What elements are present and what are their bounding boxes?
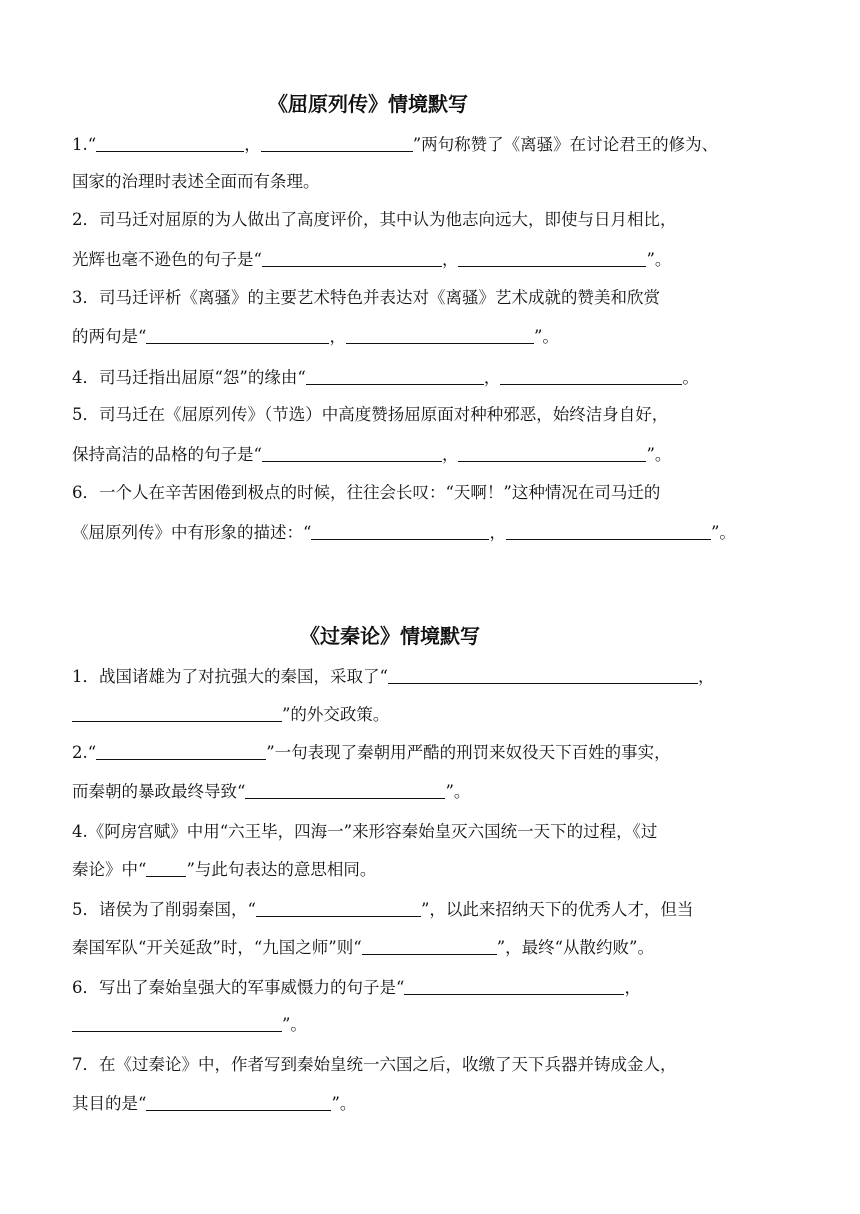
s1-q3-line1: 3．司马迁评析《离骚》的主要艺术特色并表达对《离骚》艺术成就的赞美和欣赏	[72, 288, 660, 307]
answer-blank[interactable]	[262, 252, 442, 267]
s2-q1-line1: 1．战国诸雄为了对抗强大的秦国，采取了“ ，	[72, 667, 715, 686]
answer-blank[interactable]	[96, 137, 244, 152]
answer-blank[interactable]	[256, 902, 421, 917]
s2-q7-line1: 7．在《过秦论》中，作者写到秦始皇统一六国之后，收缴了天下兵器并铸成金人，	[72, 1055, 677, 1074]
answer-blank[interactable]	[72, 707, 282, 722]
s1-q1-line2: 国家的治理时表述全面而有条理。	[72, 172, 320, 191]
s1-q4-line1: 4．司马迁指出屈原“怨”的缘由“ ， 。	[72, 368, 699, 387]
s2-q2-line2: 而秦朝的暴政最终导致“ ”。	[72, 782, 471, 801]
answer-blank[interactable]	[96, 745, 266, 760]
s2-q4-line1: 4.《阿房宫赋》中用“六王毕，四海一”来形容秦始皇灭六国统一天下的过程，《过	[72, 822, 658, 841]
s1-q1-line1: 1.“ ， ”两句称赞了《离骚》在讨论君王的修为、	[72, 135, 719, 154]
s2-q6-line2: ”。	[72, 1015, 307, 1035]
s1-q6-line1: 6．一个人在辛苦困倦到极点的时候，往往会长叹：“天啊！”这种情况在司马迁的	[72, 483, 661, 502]
s1-q2-line1: 2．司马迁对屈原的为人做出了高度评价，其中认为他志向远大，即使与日月相比，	[72, 210, 677, 229]
s1-q6-line2: 《屈原列传》中有形象的描述：“ ， ”。	[72, 523, 736, 542]
answer-blank[interactable]	[262, 447, 442, 462]
s1-q2-line2: 光辉也毫不逊色的句子是“ ， ”。	[72, 250, 672, 269]
answer-blank[interactable]	[458, 447, 646, 462]
s2-q5-line1: 5．诸侯为了削弱秦国，“ ”，以此来招纳天下的优秀人才，但当	[72, 900, 694, 919]
s2-q7-line2: 其目的是“ ”。	[72, 1094, 357, 1113]
answer-blank[interactable]	[72, 1017, 282, 1032]
answer-blank[interactable]	[362, 940, 497, 955]
answer-blank[interactable]	[146, 1096, 331, 1111]
answer-blank[interactable]	[306, 370, 484, 385]
answer-blank[interactable]	[245, 784, 445, 799]
s2-q6-line1: 6．写出了秦始皇强大的军事威慑力的句子是“ ，	[72, 978, 641, 997]
s1-q5-line2: 保持高洁的品格的句子是“ ， ”。	[72, 445, 672, 464]
answer-blank[interactable]	[404, 980, 624, 995]
answer-blank[interactable]	[146, 862, 186, 877]
answer-blank[interactable]	[146, 329, 329, 344]
s2-q2-line1: 2.“ ”一句表现了秦朝用严酷的刑罚来奴役天下百姓的事实，	[72, 743, 671, 762]
section2-title: 《过秦论》情境默写	[300, 624, 480, 648]
s1-q5-line1: 5．司马迁在《屈原列传》（节选）中高度赞扬屈原面对种种邪恶，始终洁身自好，	[72, 405, 669, 424]
answer-blank[interactable]	[506, 525, 711, 540]
s2-q4-line2: 秦论》中“ ”与此句表达的意思相同。	[72, 860, 377, 879]
section1-title: 《屈原列传》情境默写	[268, 92, 468, 116]
answer-blank[interactable]	[261, 137, 413, 152]
answer-blank[interactable]	[500, 370, 682, 385]
s2-q1-line2: ”的外交政策。	[72, 705, 389, 725]
s2-q5-line2: 秦国军队“开关延敌”时，“九国之师”则“ ”，最终“从散约败”。	[72, 938, 654, 957]
s1-q3-line2: 的两句是“ ， ”。	[72, 327, 559, 346]
answer-blank[interactable]	[311, 525, 489, 540]
answer-blank[interactable]	[388, 669, 698, 684]
answer-blank[interactable]	[346, 329, 534, 344]
answer-blank[interactable]	[458, 252, 646, 267]
